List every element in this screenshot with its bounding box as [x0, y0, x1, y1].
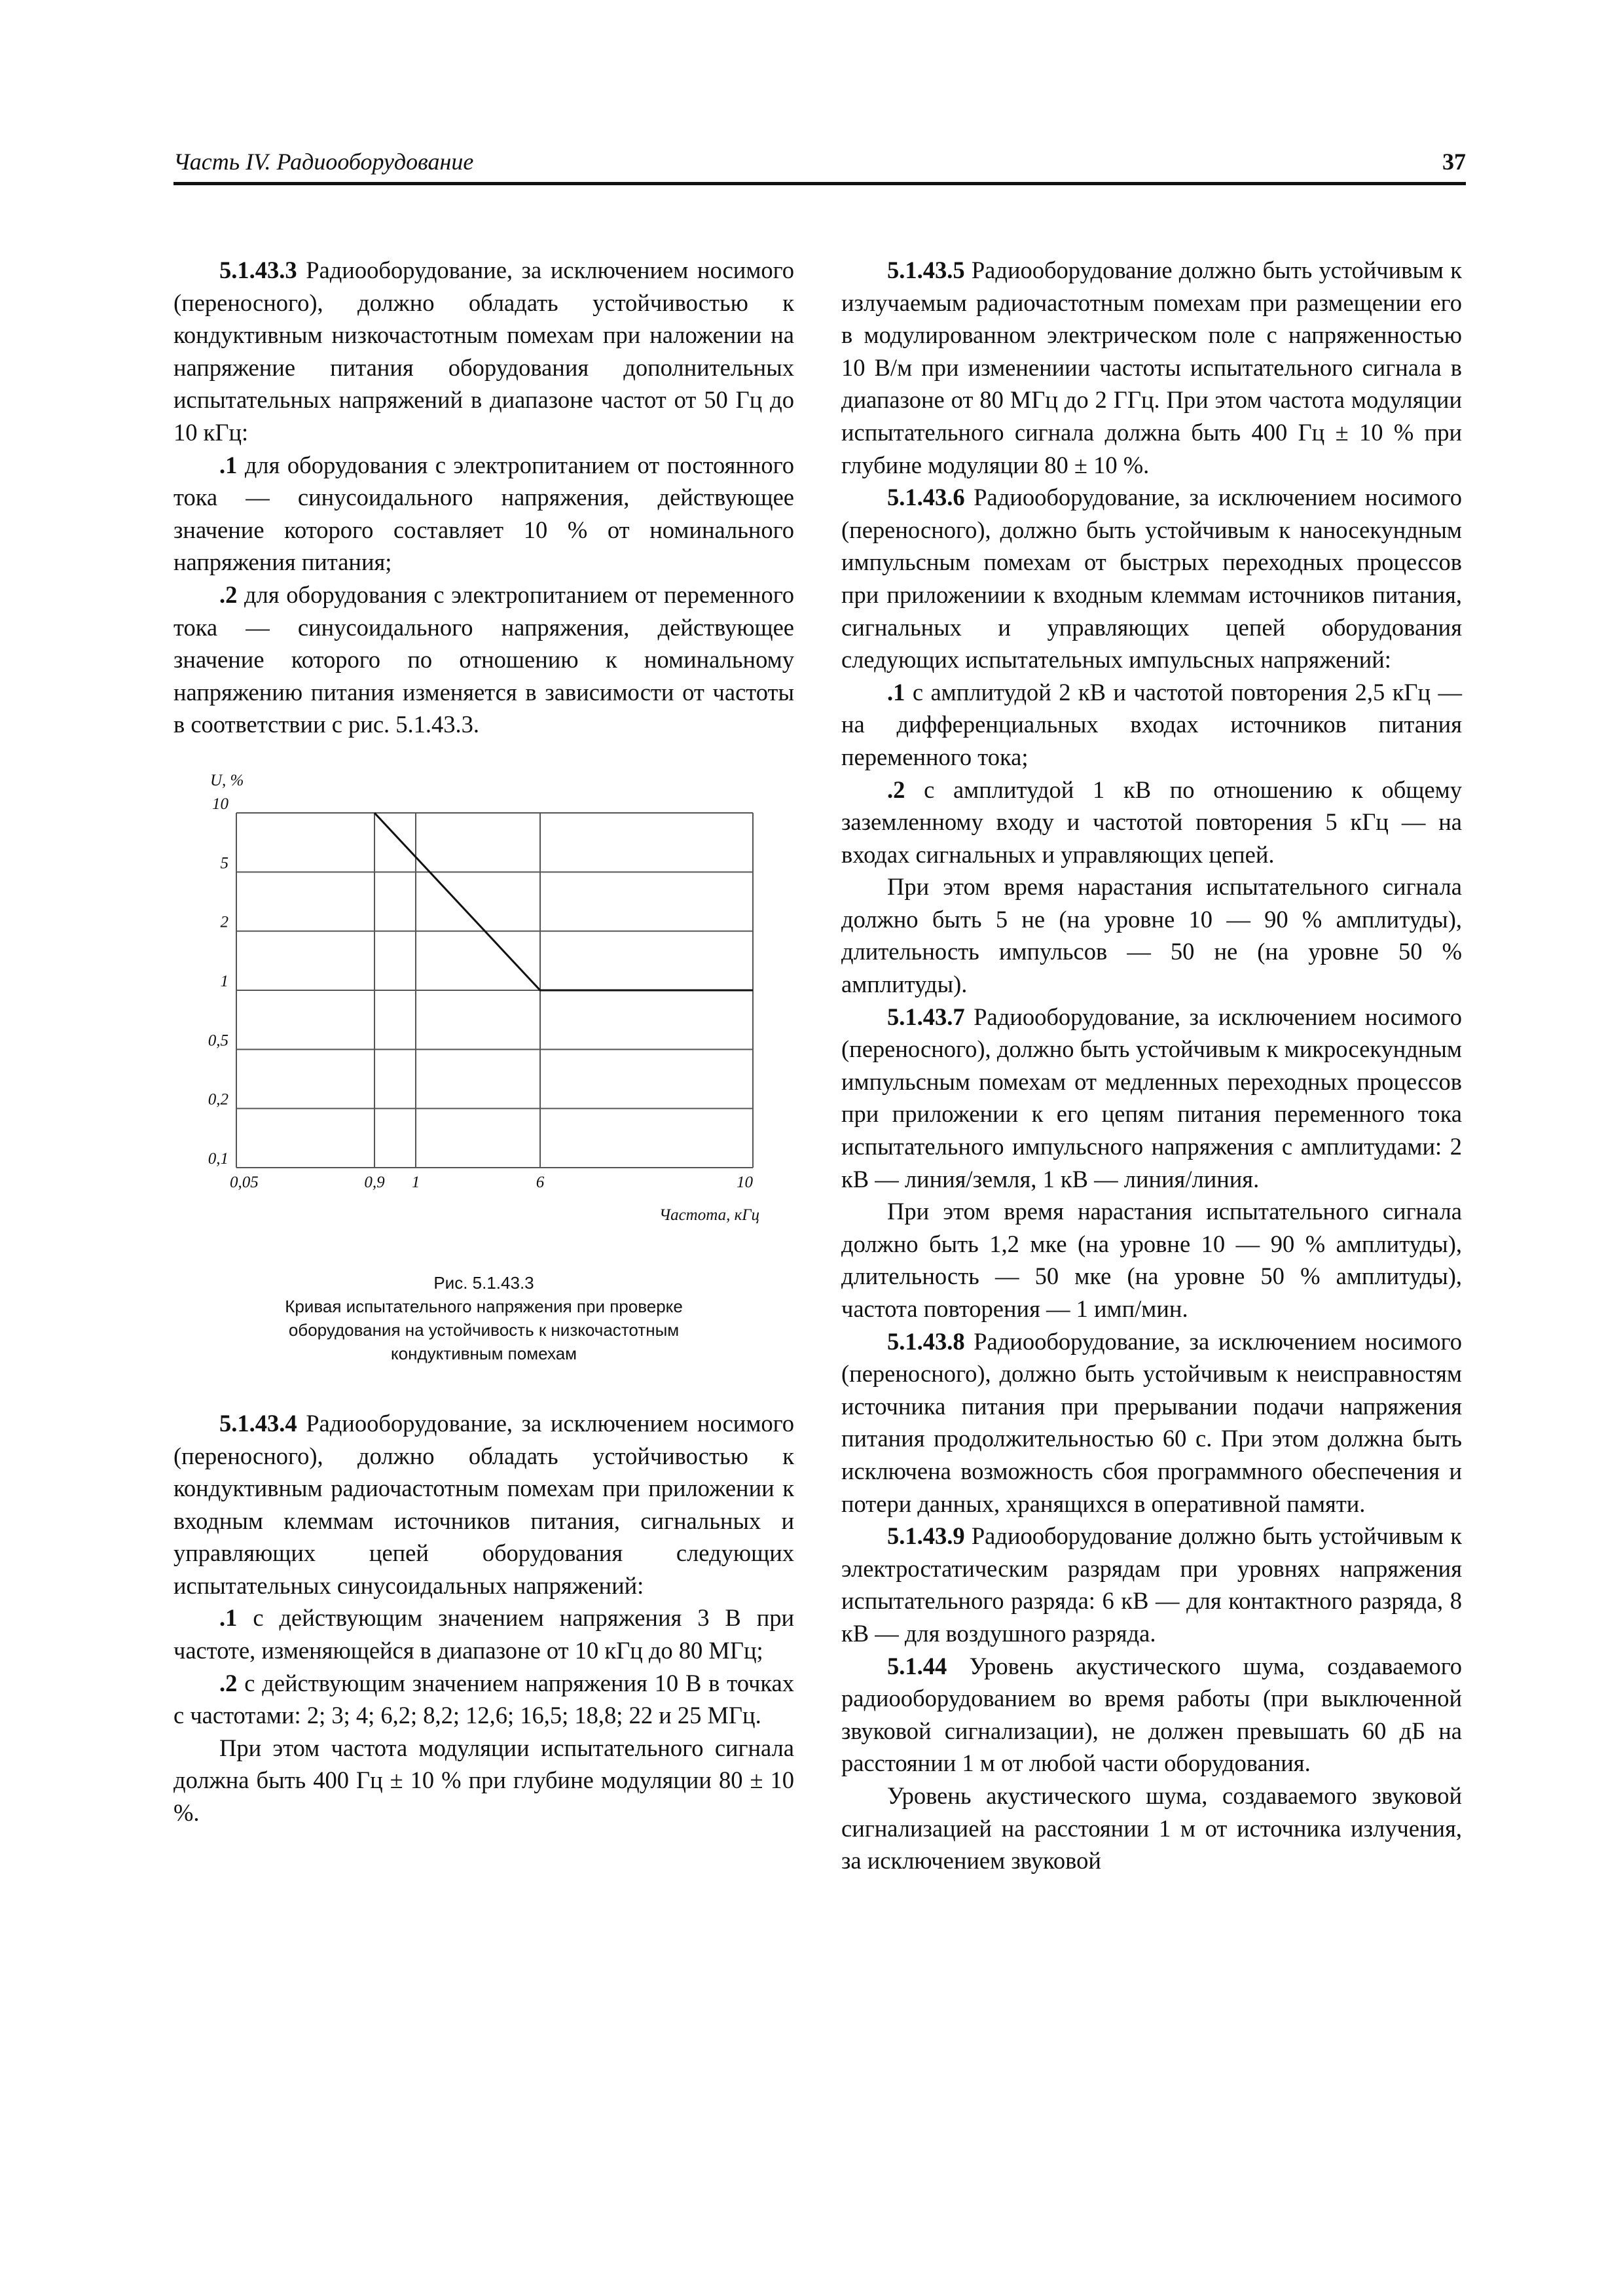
left-column [173, 254, 794, 1829]
y-axis-label: U, % [210, 771, 244, 789]
chart-labels [208, 772, 759, 1224]
paragraph: Уровень акустического шума, создаваемого звуковой сигнализацией на расстоянии 1 м от источника излучения, за исключением звуковой [841, 1782, 1462, 1874]
chart-marks [374, 813, 753, 990]
caption-line: кондуктивным помехам [390, 1343, 577, 1363]
y-tick-label: 0,5 [208, 1031, 228, 1050]
paragraph: При этом частота модуляции испытательного сигнала должна быть 400 Гц ± 10 % при глубине модуляции 80 ± 10 %. [173, 1734, 794, 1827]
paragraph: .2 для оборудования с электропитанием от переменного тока — синусоидального напряжения, действующее значение которого по отношению к номинальному напряжению питания изменяется в зависимости от частоты в соответствии с рис. 5.1.43.3. [173, 581, 795, 738]
y-tick-label: 0,1 [208, 1149, 228, 1168]
paragraph: При этом время нарастания испытательного сигнала должно быть 1,2 мке (на уровне 10 — 90 % амплитуды), длительность — 50 мке (на уровне 50 % амплитуды), частота повторения — 1 имп/мин. [841, 1198, 1462, 1322]
y-tick-label: 5 [220, 854, 228, 872]
paragraph: 5.1.43.4 Радиооборудование, за исключением носимого (переносного), должно обладать устойчивостью к кондуктивным радиочастотным помехам при приложении к входным клеммам источников питания, сигнальных и управляющих цепей оборудования следующих испытательных синусоидальных напряжений: [173, 1409, 794, 1599]
page-number: 37 [1442, 149, 1466, 175]
paragraph: 5.1.43.7 Радиооборудование, за исключением носимого (переносного), должно быть устойчивым к микросекундным импульсным помехам от медленных переходных процессов при приложении к его цепям питания переменного тока испытательного импульсного напряжения с амплитудами: 2 кВ — линия/земля, 1 кВ — линия/линия. [841, 1003, 1462, 1193]
figure [173, 762, 794, 1266]
x-tick-label: 10 [737, 1173, 753, 1191]
y-tick-label: 2 [220, 913, 228, 931]
paragraph: 5.1.44 Уровень акустического шума, создаваемого радиооборудованием во время работы (при выключенной звуковой сигнализации), не должен превышать 60 дБ на расстоянии 1 м от любой части оборудования. [841, 1652, 1462, 1777]
paragraph: .1 с действующим значением напряжения 3 В при частоте, изменяющейся в диапазоне от 10 кГц до 80 МГц; [173, 1604, 795, 1664]
paragraph: При этом время нарастания испытательного сигнала должно быть 5 не (на уровне 10 — 90 % амплитуды), длительность импульсов — 50 не (на уровне 50 % амплитуды). [841, 873, 1462, 998]
y-tick-label: 10 [212, 795, 228, 813]
header-title: Часть IV. Радиооборудование [173, 149, 474, 175]
series-line [374, 813, 753, 990]
test-voltage-chart [173, 762, 794, 1266]
x-tick-label: 6 [536, 1173, 545, 1191]
paragraph: 5.1.43.3 Радиооборудование, за исключением носимого (переносного), должно обладать устойчивостью к кондуктивным низкочастотным помехам при наложении на напряжение питания оборудования дополнительных испытательных напряжений в диапазоне частот от 50 Гц до 10 кГц: [173, 257, 794, 446]
x-tick-label: 1 [411, 1173, 420, 1191]
caption-number: Рис. 5.1.43.3 [433, 1272, 534, 1293]
figure-caption [173, 1271, 794, 1365]
x-tick-label: 0,9 [364, 1173, 385, 1191]
right-column [841, 254, 1462, 1877]
paragraph: .1 с амплитудой 2 кВ и частотой повторения 2,5 кГц — на дифференциальных входах источников питания переменного тока; [841, 678, 1462, 770]
paragraph: 5.1.43.8 Радиооборудование, за исключением носимого (переносного), должно быть устойчивым к неисправностям источника питания при прерывании подачи напряжения питания продолжительностью 60 с. При этом должна быть исключена возможность сбоя программного обеспечения и потери данных, хранящихся в оперативной памяти. [841, 1327, 1462, 1517]
caption-line: оборудования на устойчивость к низкочастотным [288, 1319, 680, 1340]
paragraph: .2 с действующим значением напряжения 10 В в точках с частотами: 2; 3; 4; 6,2; 8,2; 12,6; 16,5; 18,8; 22 и 25 МГц. [173, 1669, 794, 1729]
y-tick-label: 0,2 [208, 1090, 228, 1109]
y-tick-label: 1 [220, 972, 228, 990]
caption-line: Кривая испытательного напряжения при проверке [285, 1296, 683, 1316]
x-tick-label: 0,05 [230, 1173, 259, 1191]
paragraph: 5.1.43.5 Радиооборудование должно быть устойчивым к излучаемым радиочастотным помехам при размещении его в модулированном электрическом поле с напряженностью 10 В/м при изменениии частоты испытательного сигнала в диапазоне от 80 МГц до 2 ГГц. При этом частота модуляции испытательного сигнала должна быть 400 Гц ± 10 % при глубине модуляции 80 ± 10 %. [841, 257, 1462, 478]
paragraph: .2 с амплитудой 1 кВ по отношению к общему заземленному входу и частотой повторения 5 кГц — на входах сигнальных и управляющих цепей. [841, 776, 1462, 868]
paragraph: 5.1.43.9 Радиооборудование должно быть устойчивым к электростатическим разрядам при уровнях напряжения испытательного разряда: 6 кВ — для контактного разряда, 8 кВ — для воздушного разряда. [841, 1522, 1462, 1647]
x-axis-label: Частота, кГц [659, 1206, 759, 1224]
page-header [173, 145, 1466, 185]
paragraph: 5.1.43.6 Радиооборудование, за исключением носимого (переносного), должно быть устойчивым к наносекундным импульсным помехам от быстрых переходных процессов при приложениии к входным клеммам источников питания, сигнальных и управляющих цепей оборудования следующих испытательных импульсных напряжений: [841, 484, 1462, 673]
paragraph: .1 для оборудования с электропитанием от постоянного тока — синусоидального напряжения, действующее значение которого составляет 10 % от номинального напряжения питания; [173, 451, 794, 576]
